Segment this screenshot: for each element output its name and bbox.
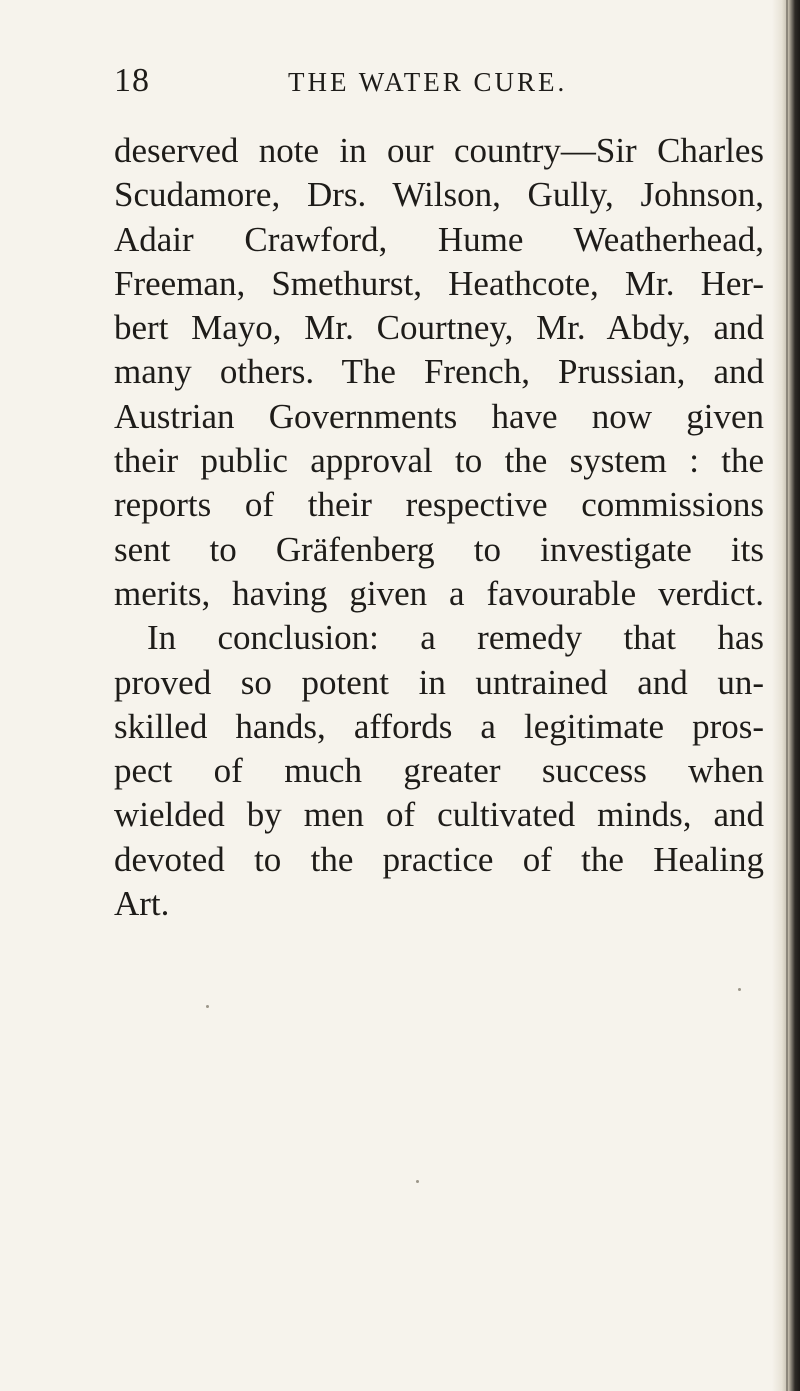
text-line: wielded by men of cultivated minds, and bbox=[114, 795, 764, 835]
text-line: proved so potent in untrained and un- bbox=[114, 662, 764, 702]
text-line: skilled hands, affords a legitimate pros- bbox=[114, 706, 764, 746]
text-line: Austrian Governments have now given bbox=[114, 396, 764, 436]
text-line: many others. The French, Prussian, and bbox=[114, 352, 764, 392]
text-line: Scudamore, Drs. Wilson, Gully, Johnson, bbox=[114, 175, 764, 215]
text-line: deserved note in our country—Sir Charles bbox=[114, 131, 764, 170]
text-line: Freeman, Smethurst, Heathcote, Mr. Her- bbox=[114, 263, 764, 303]
text-line: their public approval to the system : the bbox=[114, 441, 764, 481]
page-edge-line bbox=[786, 0, 788, 1391]
paper-speck bbox=[738, 988, 741, 991]
paper-speck bbox=[206, 1005, 209, 1008]
text-line: reports of their respective commissions bbox=[114, 485, 764, 525]
text-line: pect of much greater success when bbox=[114, 751, 764, 791]
text-line: bert Mayo, Mr. Courtney, Mr. Abdy, and bbox=[114, 308, 764, 348]
text-line: merits, having given a favourable verdict. bbox=[114, 573, 764, 613]
text-line-last: Art. bbox=[114, 884, 170, 924]
text-line: devoted to the practice of the Healing bbox=[114, 839, 764, 879]
paragraph-start-line: In conclusion: a remedy that has bbox=[147, 618, 764, 658]
body-text bbox=[114, 129, 764, 926]
text-line: sent to Gräfenberg to investigate its bbox=[114, 529, 764, 569]
text-line: Adair Crawford, Hume Weatherhead, bbox=[114, 219, 764, 259]
paper-speck bbox=[416, 1180, 419, 1183]
page-number: 18 bbox=[114, 62, 150, 99]
running-title: THE WATER CURE. bbox=[288, 67, 568, 97]
running-header bbox=[0, 62, 760, 102]
